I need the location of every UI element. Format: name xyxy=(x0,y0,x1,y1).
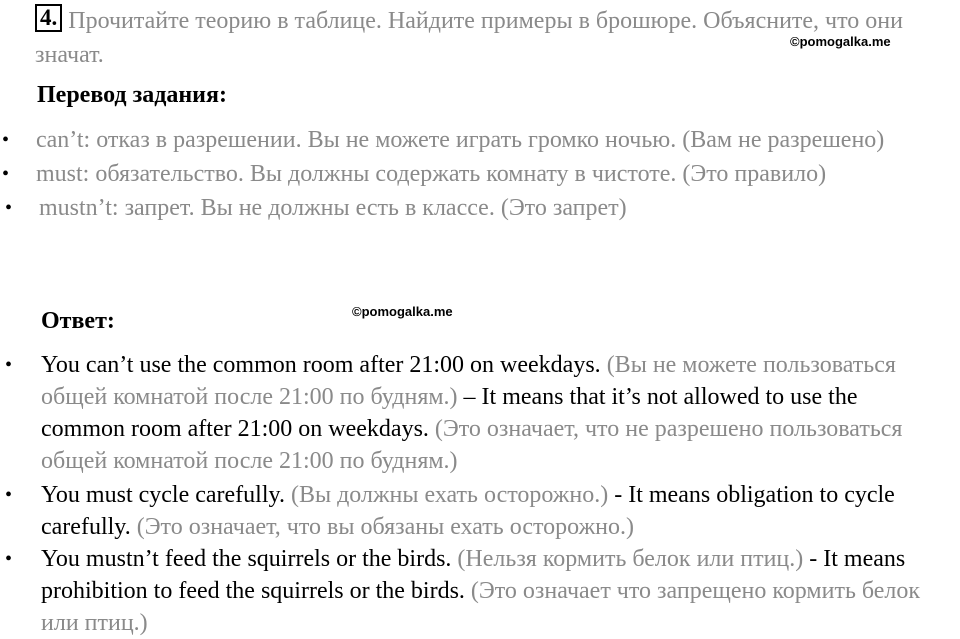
bullet-icon: • xyxy=(2,163,10,185)
bullet-icon: • xyxy=(5,484,13,506)
task-number: 4. xyxy=(35,4,62,32)
answer-explanation-russian: (Это означает, что вы обязаны ехать осторожно.) xyxy=(130,514,634,540)
translation-text: can’t: отказ в разрешении. Вы не можете играть громко ночью. (Вам не разрешено) xyxy=(36,127,885,153)
answer-russian: (Вы должны ехать осторожно.) xyxy=(284,482,609,508)
bullet-icon: • xyxy=(5,354,13,376)
bullet-icon: • xyxy=(5,197,13,219)
translation-heading: Перевод задания: xyxy=(37,82,227,108)
list-item xyxy=(5,192,916,225)
list-item xyxy=(2,158,916,191)
watermark: ©pomogalka.me xyxy=(790,34,891,49)
answer-explanation: - It means prohibition to feed the squirrels or the birds. xyxy=(41,546,906,604)
answer-english: You must cycle carefully. xyxy=(41,482,285,508)
answer-explanation: – It means that it’s not allowed to use the common room after 21:00 on weekdays. xyxy=(41,384,858,442)
answer-list xyxy=(5,349,946,639)
answer-russian: (Нельзя кормить белок или птиц.) xyxy=(451,546,804,572)
translation-text: must: обязательство. Вы должны содержать комнату в чистоте. (Это правило) xyxy=(36,161,827,187)
bullet-icon: • xyxy=(2,129,10,151)
list-item xyxy=(5,479,946,543)
answer-english: You can’t use the common room after 21:00 on weekdays. xyxy=(41,352,601,378)
watermark: ©pomogalka.me xyxy=(352,304,453,319)
list-item xyxy=(5,543,946,639)
answer-english: You mustn’t feed the squirrels or the birds. xyxy=(41,546,452,572)
answer-heading: Ответ: xyxy=(41,308,115,334)
translation-list xyxy=(2,124,916,225)
translation-text: mustn’t: запрет. Вы не должны есть в классе. (Это запрет) xyxy=(39,195,627,221)
answer-explanation-russian: (Это означает, что не разрешено пользоваться общей комнатой после 21:00 по будням.) xyxy=(41,416,903,474)
answer-explanation-russian: (Это означает что запрещено кормить белок или птиц.) xyxy=(41,578,921,636)
list-item xyxy=(2,124,916,157)
bullet-icon: • xyxy=(5,548,13,570)
answer-russian: (Вы не можете пользоваться общей комнатой после 21:00 по будням.) xyxy=(41,352,896,410)
list-item xyxy=(5,349,946,477)
task-instruction: Прочитайте теорию в таблице. Найдите примеры в брошюре. Объясните, что они значат. xyxy=(35,8,903,68)
answer-explanation: - It means obligation to cycle carefully. xyxy=(41,482,895,540)
